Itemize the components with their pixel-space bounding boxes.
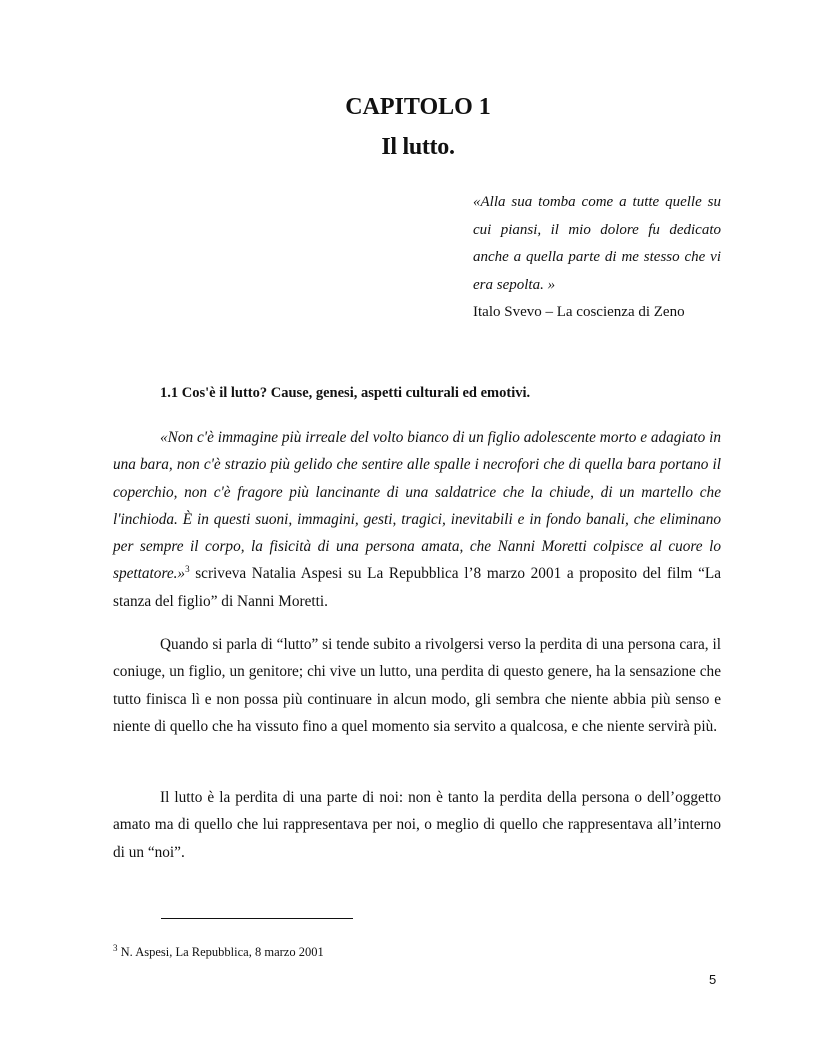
footnote-reference: 3 — [185, 564, 190, 575]
paragraph-1 — [113, 424, 721, 615]
footnote-number: 3 — [113, 942, 118, 953]
page-number: 5 — [709, 972, 717, 987]
epigraph-source: Italo Svevo – La coscienza di Zeno — [473, 304, 685, 320]
paragraph-2: Quando si parla di “lutto” si tende subito a rivolgersi verso la perdita di una persona cara, il coniuge, un figlio, un genitore; chi vive un lutto, una perdita di questo genere, ha la sensazione che tutto finisca lì e non possa più continuare in alcun modo, gli sembra che niente abbia più senso e niente di quello che ha vissuto fino a quel momento sia servito a qualcosa, e che niente servirà più. — [113, 636, 721, 735]
paragraph-1-quote: «Non c'è immagine più irreale del volto bianco di un figlio adolescente morto e adagiato in una bara, non c'è strazio più gelido che sentire alle spalle i necrofori che di quella bara portano il coperchio, non c'è fragore più lancinante di una saldatrice che la chiude, di un martello che l'inchioda. È in questi suoni, immagini, gesti, tragici, inevitabili e in fondo banali, che eliminano per sempre il corpo, la fisicità di una persona amata, che Nanni Moretti colpisce al cuore lo spettatore.» — [113, 429, 721, 583]
chapter-title: CAPITOLO 1 — [345, 94, 491, 120]
epigraph — [473, 189, 721, 327]
chapter-subtitle: Il lutto. — [381, 134, 455, 160]
footnote — [113, 942, 324, 960]
footnote-divider — [161, 918, 353, 919]
footnote-text: N. Aspesi, La Repubblica, 8 marzo 2001 — [117, 945, 324, 959]
epigraph-quote: «Alla sua tomba come a tutte quelle su cui piansi, il mio dolore fu dedicato anche a quella parte di me stesso che vi era sepolta. » — [473, 194, 721, 293]
paragraph-3: Il lutto è la perdita di una parte di noi: non è tanto la perdita della persona o dell’oggetto amato ma di quello che lui rappresentava per noi, o meglio di quello che rappresentava all’interno di un “noi”. — [113, 789, 721, 861]
paragraph-1-text: scriveva Natalia Aspesi su La Repubblica l’8 marzo 2001 a proposito del film “La stanza del figlio” di Nanni Moretti. — [113, 565, 721, 610]
section-title: 1.1 Cos'è il lutto? Cause, genesi, aspetti culturali ed emotivi. — [160, 385, 531, 401]
